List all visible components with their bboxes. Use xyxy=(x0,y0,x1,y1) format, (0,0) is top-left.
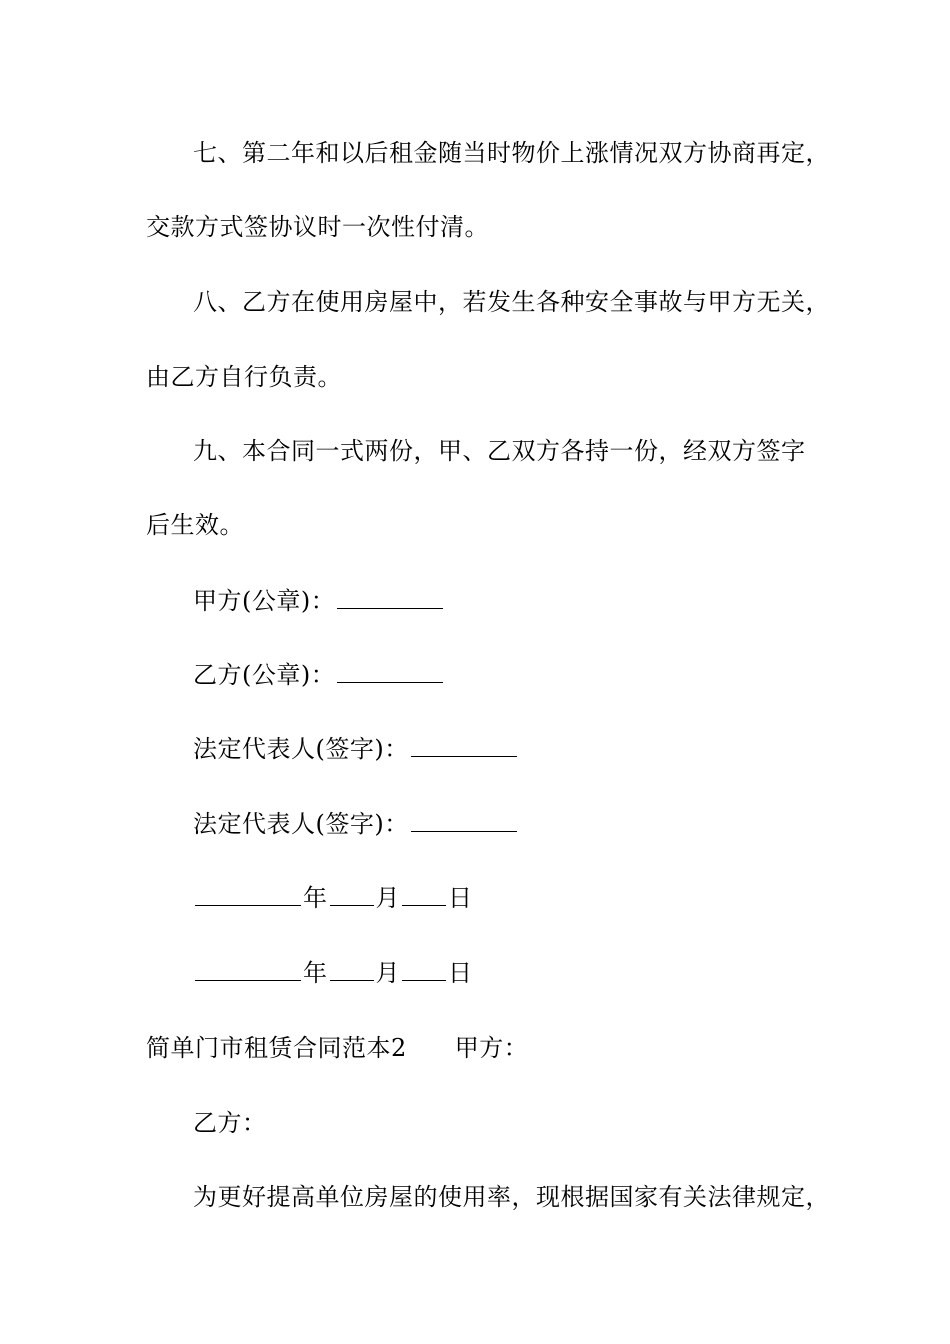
party-a-seal-label: 甲方(公章)： xyxy=(193,587,336,615)
legal-rep-blank-1 xyxy=(411,734,517,757)
legal-rep-blank-2 xyxy=(411,809,517,832)
date-month-blank-1 xyxy=(330,883,374,906)
date-year-label-1: 年 xyxy=(303,884,328,912)
date-row-2 xyxy=(193,958,473,988)
legal-rep-label-2: 法定代表人(签字)： xyxy=(193,810,409,838)
legal-rep-row-2 xyxy=(193,809,519,839)
date-day-label-2: 日 xyxy=(448,959,473,987)
party-b-seal-label: 乙方(公章)： xyxy=(193,661,336,689)
date-month-label-1: 月 xyxy=(375,884,400,912)
date-month-blank-2 xyxy=(330,958,374,981)
date-year-label-2: 年 xyxy=(303,959,328,987)
legal-rep-label-1: 法定代表人(签字)： xyxy=(193,735,409,763)
date-year-blank-2 xyxy=(195,958,301,981)
date-year-blank-1 xyxy=(195,883,301,906)
clause-9-line-2: 后生效。 xyxy=(146,511,244,539)
clause-8-line-1: 八、乙方在使用房屋中，若发生各种安全事故与甲方无关， xyxy=(193,288,830,316)
clause-8-line-2: 由乙方自行负责。 xyxy=(146,363,342,391)
contract-2-party-b: 乙方： xyxy=(193,1109,267,1137)
contract-2-intro-line-1: 为更好提高单位房屋的使用率，现根据国家有关法律规定， xyxy=(193,1183,830,1211)
date-month-label-2: 月 xyxy=(375,959,400,987)
contract-2-title: 简单门市租赁合同范本2 xyxy=(146,1034,407,1062)
date-day-blank-1 xyxy=(402,883,446,906)
date-day-blank-2 xyxy=(402,958,446,981)
party-a-seal-blank xyxy=(337,586,443,609)
party-a-seal-row xyxy=(193,586,445,616)
clause-9-line-1: 九、本合同一式两份，甲、乙双方各持一份，经双方签字 xyxy=(193,437,806,465)
party-b-seal-blank xyxy=(337,660,443,683)
contract-2-party-a: 甲方： xyxy=(454,1034,529,1062)
clause-7-line-1: 七、第二年和以后租金随当时物价上涨情况双方协商再定， xyxy=(193,139,830,167)
legal-rep-row-1 xyxy=(193,734,519,764)
date-day-label-1: 日 xyxy=(448,884,473,912)
party-b-seal-row xyxy=(193,660,445,690)
clause-7-line-2: 交款方式签协议时一次性付清。 xyxy=(146,213,489,241)
contract-2-heading-row xyxy=(146,1033,528,1063)
date-row-1 xyxy=(193,883,473,913)
